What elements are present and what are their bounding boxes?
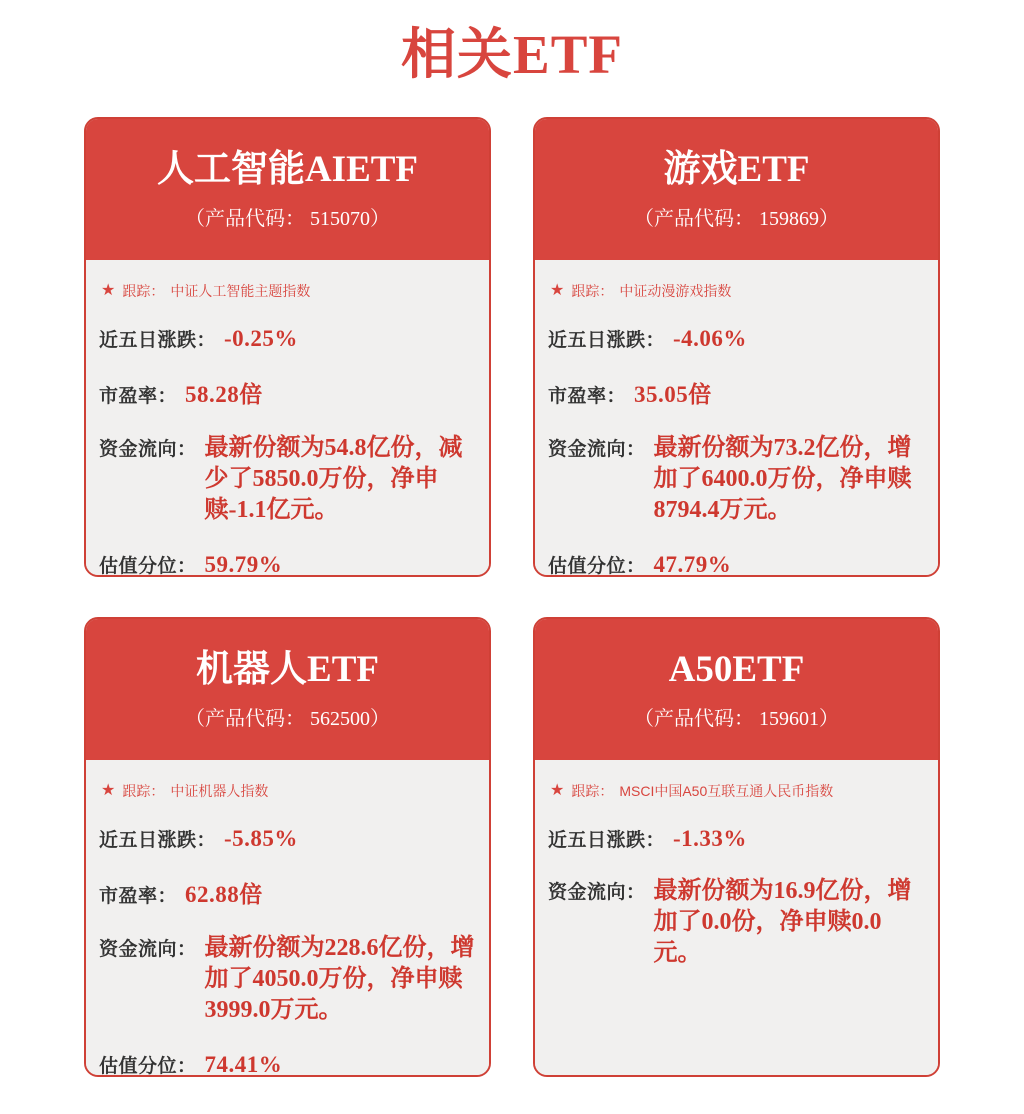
flow-label: 资金流向： bbox=[99, 439, 197, 460]
pe-row bbox=[99, 376, 476, 409]
etf-product-code: （产品代码： 159869） bbox=[634, 208, 839, 231]
valuation-row bbox=[99, 1051, 476, 1077]
etf-name: 人工智能AIETF bbox=[156, 148, 419, 190]
valuation-row bbox=[548, 551, 925, 577]
valuation-value: 74.41% bbox=[204, 1051, 283, 1077]
flow-label: 资金流向： bbox=[99, 939, 197, 960]
track-index: 中证动漫游戏指数 bbox=[619, 283, 732, 299]
track-label: 跟踪： bbox=[122, 783, 165, 799]
five-day-row bbox=[99, 325, 476, 352]
etf-name: 机器人ETF bbox=[196, 648, 379, 690]
pe-label: 市盈率： bbox=[99, 386, 178, 407]
track-index: MSCI中国A50互联互通人民币指数 bbox=[619, 783, 834, 799]
star-icon: ★ bbox=[550, 782, 565, 799]
etf-cards-grid bbox=[84, 117, 940, 1077]
pe-value: 35.05倍 bbox=[634, 382, 712, 407]
track-row bbox=[101, 281, 476, 301]
etf-name: A50ETF bbox=[668, 648, 805, 690]
flow-value: 最新份额为228.6亿份，增加了4050.0万份，净申赎3999.0万元。 bbox=[204, 935, 475, 1024]
flow-row bbox=[99, 433, 476, 527]
etf-card-header bbox=[535, 619, 938, 760]
flow-row bbox=[548, 876, 925, 970]
flow-value: 最新份额为54.8亿份，减少了5850.0万份，净申赎-1.1亿元。 bbox=[204, 435, 463, 524]
etf-card-header bbox=[86, 619, 489, 760]
etf-product-code: （产品代码： 515070） bbox=[185, 208, 390, 231]
etf-card-body bbox=[535, 760, 938, 1075]
pe-row bbox=[548, 376, 925, 409]
track-label: 跟踪： bbox=[122, 283, 165, 299]
etf-card-game bbox=[533, 117, 940, 577]
five-day-value: -4.06% bbox=[673, 326, 747, 351]
five-day-row bbox=[99, 825, 476, 852]
pe-label: 市盈率： bbox=[99, 886, 178, 907]
track-label: 跟踪： bbox=[571, 283, 614, 299]
flow-row bbox=[99, 933, 476, 1027]
five-day-label: 近五日涨跌： bbox=[548, 830, 666, 851]
five-day-value: -0.25% bbox=[224, 326, 298, 351]
five-day-label: 近五日涨跌： bbox=[99, 330, 217, 351]
star-icon: ★ bbox=[550, 282, 565, 299]
valuation-label: 估值分位： bbox=[99, 555, 197, 577]
star-icon: ★ bbox=[101, 782, 116, 799]
five-day-row bbox=[548, 325, 925, 352]
five-day-label: 近五日涨跌： bbox=[99, 830, 217, 851]
track-index: 中证机器人指数 bbox=[170, 783, 269, 799]
flow-row bbox=[548, 433, 925, 527]
pe-value: 62.88倍 bbox=[185, 882, 263, 907]
track-row bbox=[101, 781, 476, 801]
flow-value: 最新份额为73.2亿份，增加了6400.0万份，净申赎8794.4万元。 bbox=[653, 435, 912, 524]
pe-value: 58.28倍 bbox=[185, 382, 263, 407]
valuation-value: 47.79% bbox=[653, 551, 732, 577]
flow-value: 最新份额为16.9亿份，增加了0.0份，净申赎0.0元。 bbox=[653, 878, 912, 967]
track-index: 中证人工智能主题指数 bbox=[170, 283, 311, 299]
valuation-row bbox=[99, 551, 476, 577]
flow-label: 资金流向： bbox=[548, 439, 646, 460]
etf-card-header bbox=[535, 119, 938, 260]
five-day-value: -5.85% bbox=[224, 826, 298, 851]
valuation-label: 估值分位： bbox=[548, 555, 646, 577]
etf-product-code: （产品代码： 159601） bbox=[634, 708, 839, 731]
etf-card-ai bbox=[84, 117, 491, 577]
star-icon: ★ bbox=[101, 282, 116, 299]
valuation-value: 59.79% bbox=[204, 551, 283, 577]
etf-card-header bbox=[86, 119, 489, 260]
five-day-row bbox=[548, 825, 925, 852]
etf-card-body bbox=[86, 260, 489, 577]
track-label: 跟踪： bbox=[571, 783, 614, 799]
etf-card-body bbox=[535, 260, 938, 577]
etf-name: 游戏ETF bbox=[663, 148, 810, 190]
etf-card-robot bbox=[84, 617, 491, 1077]
five-day-value: -1.33% bbox=[673, 826, 747, 851]
pe-label: 市盈率： bbox=[548, 386, 627, 407]
etf-card-body bbox=[86, 760, 489, 1077]
etf-card-a50 bbox=[533, 617, 940, 1077]
flow-label: 资金流向： bbox=[548, 882, 646, 903]
etf-product-code: （产品代码： 562500） bbox=[185, 708, 390, 731]
pe-row bbox=[99, 876, 476, 909]
track-row bbox=[550, 281, 925, 301]
page-title: 相关ETF bbox=[401, 24, 623, 85]
valuation-label: 估值分位： bbox=[99, 1055, 197, 1077]
five-day-label: 近五日涨跌： bbox=[548, 330, 666, 351]
track-row bbox=[550, 781, 925, 801]
